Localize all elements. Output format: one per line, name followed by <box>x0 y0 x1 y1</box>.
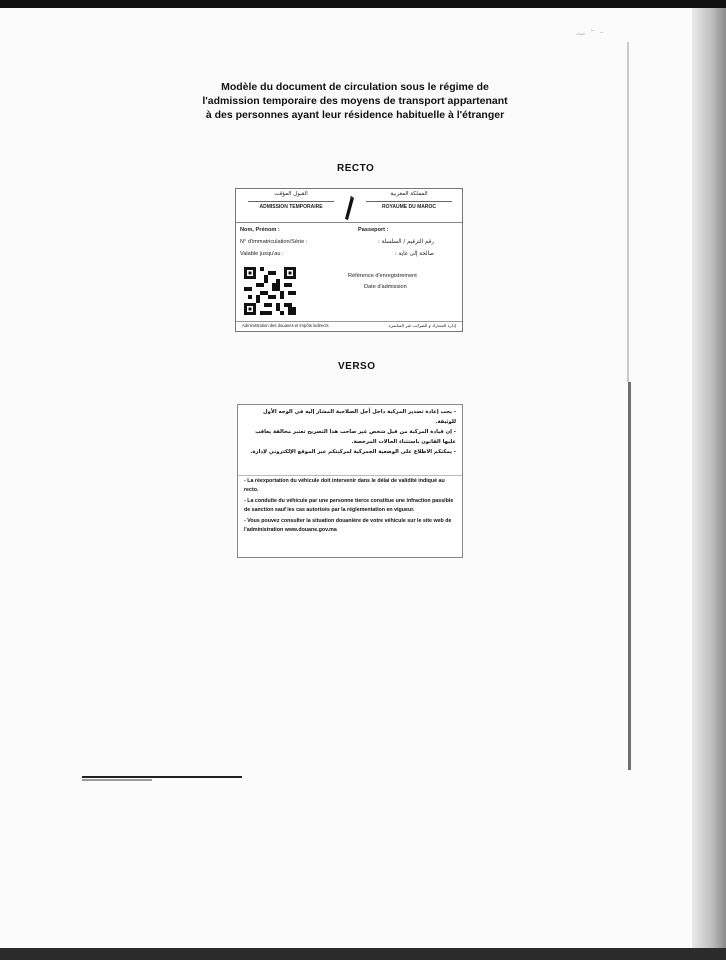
bottom-dark-border <box>0 948 726 960</box>
entry-date-label: Date d'admission <box>364 284 407 290</box>
passport-label: Passeport : <box>358 227 389 233</box>
page-fold-line <box>627 42 629 382</box>
header-left-french: ADMISSION TEMPORAIRE <box>248 201 334 210</box>
header-right-arabic: المملكة المغربية <box>390 191 428 197</box>
card-footer <box>236 321 462 331</box>
title-line-3: à des personnes ayant leur résidence habituelle à l'étranger <box>205 109 505 121</box>
title-line-1: Modèle du document de circulation sous le régime de <box>221 81 489 93</box>
verso-divider <box>238 475 462 476</box>
french-point-2: - La conduite du véhicule par une personne tierce constitue une infraction passible de sanction sauf les cas autorisés par la réglementation en vigueur. <box>244 498 454 513</box>
registration-reference-label: Référence d'enregistrement <box>348 273 417 279</box>
emblem-icon <box>342 195 356 221</box>
registration-label: N° d'immatriculation/Série : <box>240 239 308 245</box>
title-line-2: l'admission temporaire des moyens de transport appartenant <box>202 95 508 107</box>
verso-label: VERSO <box>338 361 376 372</box>
french-instructions <box>244 477 460 538</box>
page-right-shadow <box>692 8 726 960</box>
arabic-point-1: - يجب إعادة تصدير المركبة داخل أجل الصلاحية المشار إليه في الوجه الأول للوثيقة. <box>263 409 456 425</box>
pencil-mark: ⁓ ˘ ⁻ <box>576 30 605 40</box>
document-title <box>150 80 560 122</box>
page-fold-line-dark <box>628 382 631 770</box>
card-header-rule <box>236 222 462 223</box>
footer-arabic: إدارة الجمارك و الضرائب غير المباشرة <box>388 323 456 328</box>
card-header-left <box>248 191 334 210</box>
arabic-point-2: - إن قيادة المركبة من قبل شخص غير صاحب هذا التصريح تعتبر مخالفة يعاقب عليها القانون باستثناء الحالات المرخصة. <box>255 429 456 445</box>
arabic-instructions <box>244 407 456 457</box>
footer-french: Administration des douanes et impôts indirects <box>242 323 329 328</box>
valid-until-arabic: صالحة إلى غاية : <box>394 251 434 257</box>
card-header-right <box>366 191 452 210</box>
signature-line-shadow <box>82 779 152 781</box>
header-left-arabic: القبول المؤقت <box>274 191 308 197</box>
valid-until-label: Valable jusqu'au : <box>240 251 284 257</box>
french-point-1: - La réexportation du véhicule doit intervenir dans le délai de validité indiqué au recto. <box>244 478 445 493</box>
registration-arabic: رقم الترقيم / السلسلة : <box>377 239 434 245</box>
signature-line <box>82 776 242 778</box>
french-point-3: - Vous pouvez consulter la situation douanière de votre véhicule sur le site web de l'administration www.douane.gov.ma <box>244 518 452 533</box>
name-label: Nom, Prénom : <box>240 227 280 233</box>
recto-label: RECTO <box>337 163 375 174</box>
qr-code-icon <box>244 267 296 315</box>
header-right-french: ROYAUME DU MAROC <box>366 201 452 210</box>
arabic-point-3: - يمكنكم الاطلاع على الوضعية الجمركية لمركبتكم عبر الموقع الإلكتروني لإدارة. <box>250 449 456 455</box>
recto-card <box>235 188 463 332</box>
verso-card <box>237 404 463 558</box>
